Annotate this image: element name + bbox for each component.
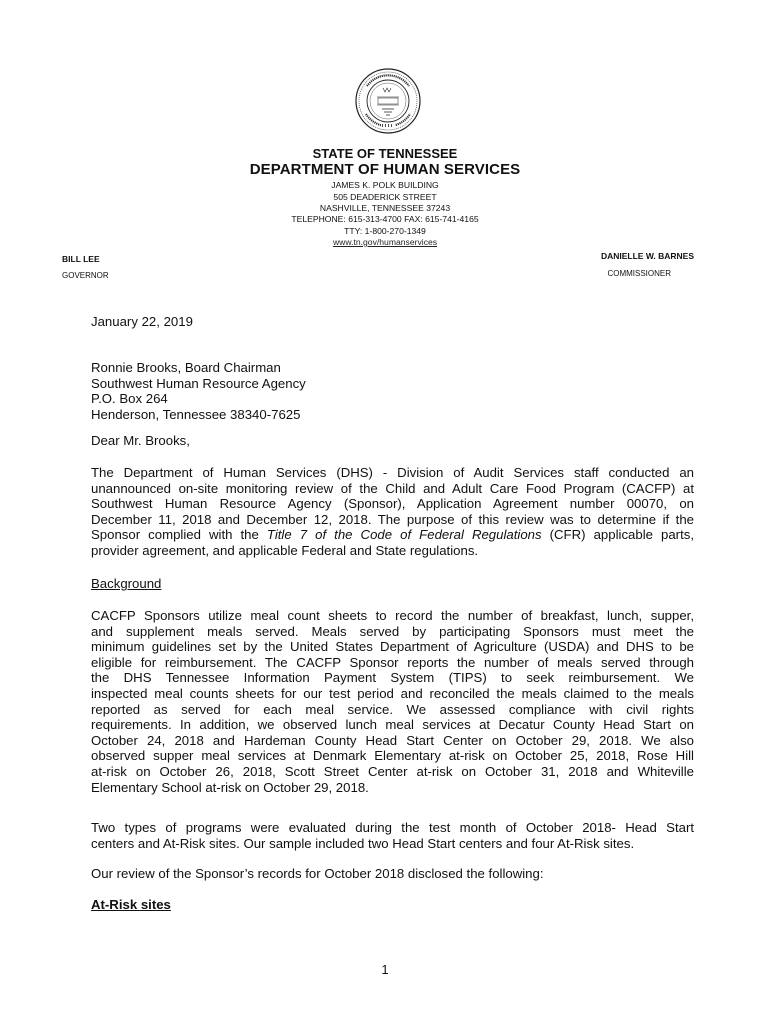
tennessee-seal-icon	[355, 68, 421, 134]
paragraph-line: minimum guidelines set by the United States Department of Agriculture (USDA) and DHS to be	[91, 639, 694, 655]
paragraph-line: CACFP Sponsors utilize meal count sheets to record the number of breakfast, lunch, supper,	[91, 608, 694, 623]
paragraph-line: requirements. In addition, we observed lunch meal services at Decatur County Head Start on	[91, 717, 694, 733]
salutation: Dear Mr. Brooks,	[91, 433, 190, 448]
paragraph-line: Southwest Human Resource Agency (Sponsor), Application Agreement number 00070, on	[91, 496, 694, 512]
letterhead-tty: TTY: 1-800-270-1349	[344, 226, 426, 236]
paragraph-line: December 11, 2018 and December 12, 2018. The purpose of this review was to determine if the	[91, 511, 694, 527]
recipient-line: Southwest Human Resource Agency	[91, 375, 306, 391]
recipient-line: Ronnie Brooks, Board Chairman	[91, 360, 281, 375]
paragraph-background	[91, 608, 694, 795]
governor-title: GOVERNOR	[62, 271, 109, 280]
paragraph-line: October 24, 2018 and Hardeman County Head Start Center on October 29, 2018. We also	[91, 732, 694, 748]
paragraph-programs	[91, 820, 694, 851]
paragraph-line: reported as served for each meal service. We assessed compliance with civil rights	[91, 701, 694, 717]
letterhead-website-link[interactable]: www.tn.gov/humanservices	[332, 237, 438, 247]
letterhead-building: JAMES K. POLK BUILDING	[331, 180, 439, 190]
recipient-line: Henderson, Tennessee 38340-7625	[91, 406, 301, 422]
cfr-text-before: Sponsor complied with the	[91, 527, 267, 543]
cfr-text-after: (CFR) applicable parts,	[541, 527, 695, 543]
recipient-line: P.O. Box 264	[91, 391, 168, 407]
paragraph-intro	[91, 465, 694, 559]
letterhead-department: DEPARTMENT OF HUMAN SERVICES	[249, 161, 521, 178]
letter-date: January 22, 2019	[91, 314, 193, 329]
recipient-address	[91, 360, 694, 422]
paragraph-line: inspected meal counts sheets for our test period and reconciled the meals claimed to the meals	[91, 685, 694, 701]
paragraph-line: eligible for reimbursement. The CACFP Sponsor reports the number of meals served through	[91, 654, 694, 670]
paragraph-line: at-risk on October 26, 2018, Scott Street Center at-risk on October 31, 2018 and Whiteville	[91, 763, 694, 779]
commissioner-title: COMMISSIONER	[607, 269, 671, 278]
paragraph-line: and supplement meals served. Meals served by participating Sponsors must meet the	[91, 623, 694, 639]
paragraph-line-cfr	[91, 527, 694, 543]
paragraph-line: centers and At-Risk sites. Our sample included two Head Start centers and four At-Risk sites.	[91, 835, 635, 851]
paragraph-line: Two types of programs were evaluated during the test month of October 2018- Head Start	[91, 820, 694, 835]
paragraph-line: Elementary School at-risk on October 29, 2018.	[91, 779, 369, 795]
atrisk-heading: At-Risk sites	[91, 897, 171, 912]
paragraph-findings-intro: Our review of the Sponsor’s records for October 2018 disclosed the following:	[91, 866, 544, 881]
letterhead-city: NASHVILLE, TENNESSEE 37243	[319, 203, 451, 213]
paragraph-line: unannounced on-site monitoring review of the Child and Adult Care Food Program (CACFP) at	[91, 480, 694, 496]
letterhead-state: STATE OF TENNESSEE	[312, 146, 458, 161]
background-heading: Background	[91, 576, 162, 591]
page-number: 1	[381, 962, 389, 977]
commissioner-name: DANIELLE W. BARNES	[600, 251, 694, 261]
paragraph-line: observed supper meal services at Denmark Elementary at-risk on October 25, 2018, Rose Hill	[91, 748, 694, 764]
cfr-title-italic: Title 7 of the Code of Federal Regulations	[266, 527, 542, 543]
governor-name: BILL LEE	[62, 254, 100, 264]
paragraph-line: the DHS Tennessee Information Payment System (TIPS) to seek reimbursement. We	[91, 670, 694, 686]
paragraph-line: provider agreement, and applicable Federal and State regulations.	[91, 542, 479, 558]
letterhead-phone: TELEPHONE: 615-313-4700 FAX: 615-741-4165	[291, 214, 479, 224]
paragraph-line: The Department of Human Services (DHS) - Division of Audit Services staff conducted an	[91, 465, 694, 480]
letterhead-street: 505 DEADERICK STREET	[333, 192, 437, 202]
